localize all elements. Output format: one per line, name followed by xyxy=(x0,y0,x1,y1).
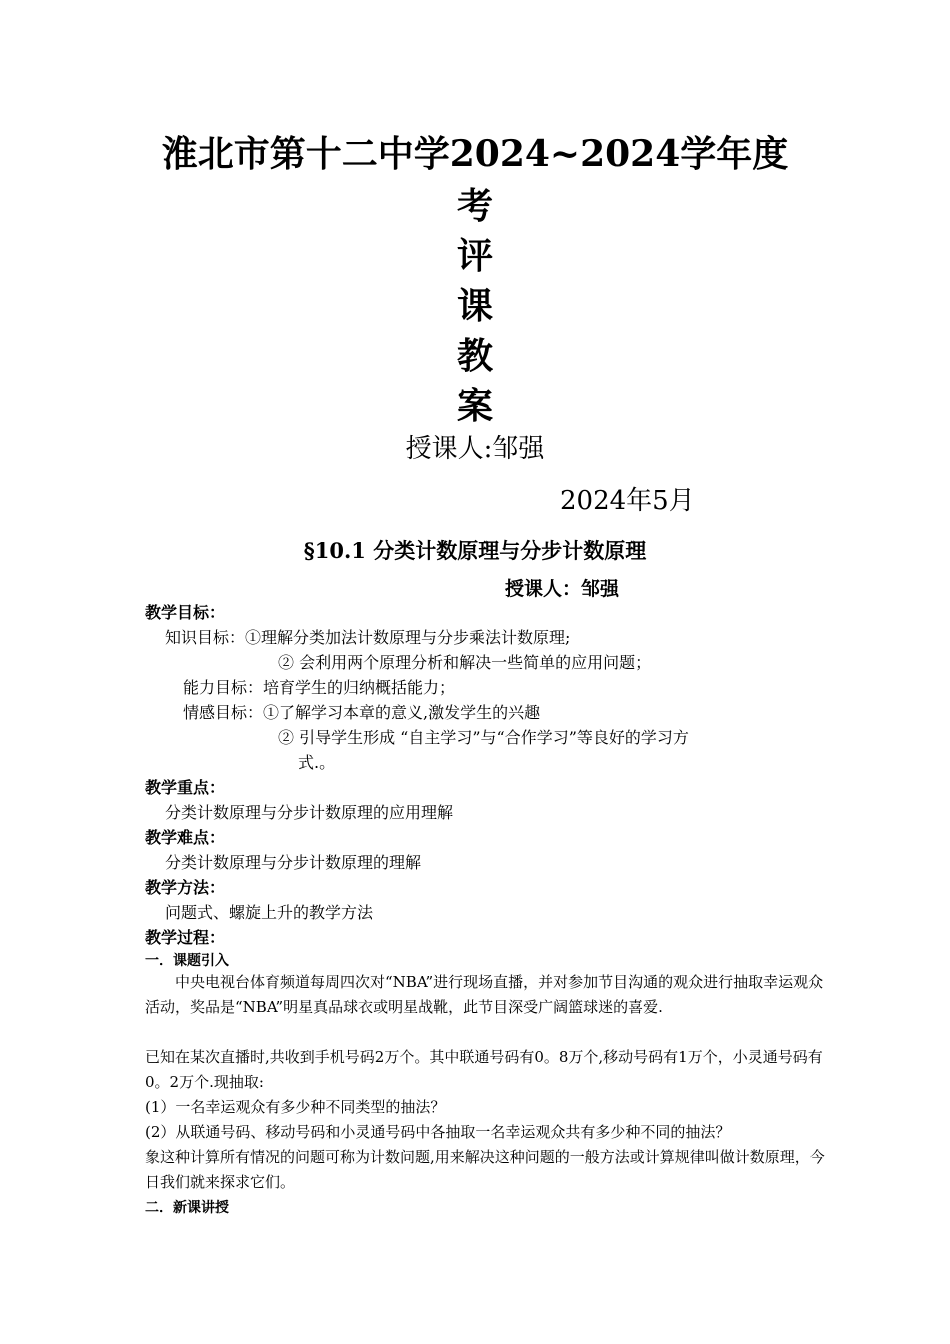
emotion-goal-1: 情感目标：①了解学习本章的意义,激发学生的兴趣 xyxy=(183,703,541,722)
methods-text: 问题式、螺旋上升的教学方法 xyxy=(165,903,374,922)
emotion-goal-2: ② 引导学生形成 “自主学习”与“合作学习”等良好的学习方 xyxy=(278,728,689,747)
vertical-title-char-2: 评 xyxy=(456,235,493,277)
vertical-title-char-3: 课 xyxy=(456,285,493,327)
vertical-title-char-4: 教 xyxy=(456,335,493,377)
section-intro-heading: 一．课题引入 xyxy=(145,953,229,969)
question-2: (2）从联通号码、移动号码和小灵通号码中各抽取一名幸运观众共有多少种不同的抽法？ xyxy=(145,1123,731,1141)
process-heading: 教学过程： xyxy=(145,928,226,947)
difficulties-heading: 教学难点： xyxy=(145,828,226,847)
objectives-heading: 教学目标： xyxy=(145,603,226,622)
ability-goal: 能力目标：培育学生的归纳概括能力； xyxy=(183,678,456,697)
key-points-heading: 教学重点： xyxy=(145,778,226,797)
intro-paragraph xyxy=(145,970,827,1020)
counting-paragraph: 象这种计算所有情况的问题可称为计数问题,用来解决这种问题的一般方法或计算规律叫做计数原理，今日我们就来探求它们。 xyxy=(145,1148,825,1191)
cover-date: 2024年5月 xyxy=(560,486,695,516)
difficulties-text: 分类计数原理与分步计数原理的理解 xyxy=(165,853,422,872)
methods-heading: 教学方法： xyxy=(145,878,226,897)
vertical-title-char-5: 案 xyxy=(456,385,493,427)
lesson-subtitle: §10.1 分类计数原理与分步计数原理 xyxy=(303,538,647,563)
emotion-goal-3: 式.。 xyxy=(298,753,336,772)
knowledge-goal-2: ② 会利用两个原理分析和解决一些简单的应用问题； xyxy=(278,653,652,672)
cover-teacher: 授课人:邹强 xyxy=(405,434,545,464)
intro-paragraph-text: 中央电视台体育频道每周四次对“NBA”进行现场直播，并对参加节目沟通的观众进行抽取幸运观众活动，奖品是“NBA”明星真品球衣或明星战靴，此节目深受广阔篮球迷的喜爱. xyxy=(145,973,824,1016)
section-new-lesson-heading: 二．新课讲授 xyxy=(145,1200,229,1216)
knowledge-goal-1: 知识目标：①理解分类加法计数原理与分步乘法计数原理; xyxy=(165,628,571,647)
key-points-text: 分类计数原理与分步计数原理的应用理解 xyxy=(165,803,454,822)
given-paragraph: 已知在某次直播时,共收到手机号码2万个。其中联通号码有0。8万个,移动号码有1万个，小灵通号码有0。2万个.现抽取: xyxy=(145,1048,823,1091)
vertical-title-char-1: 考 xyxy=(456,185,493,227)
question-1: (1）一名幸运观众有多少种不同类型的抽法？ xyxy=(145,1098,446,1116)
lesson-byline: 授课人：邹强 xyxy=(505,578,620,600)
document-title: 淮北市第十二中学2024~2024学年度 xyxy=(161,133,789,175)
